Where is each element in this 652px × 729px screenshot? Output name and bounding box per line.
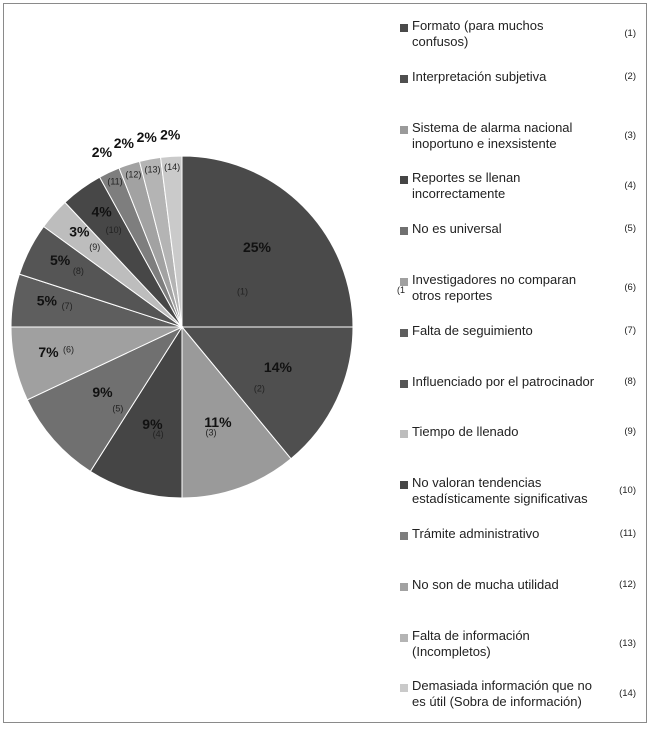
pie-slice-pct-14: 2% (160, 126, 181, 143)
legend-number: (5) (624, 223, 636, 235)
pie-slice-pct-11: 2% (91, 143, 113, 160)
legend-item-1 (400, 18, 644, 62)
legend-item-12 (400, 577, 644, 621)
legend-number: (1) (624, 28, 636, 39)
pie-slice-number-3: (3) (205, 427, 217, 438)
pie-slice-pct-5: 9% (92, 384, 113, 401)
legend-item-14 (400, 678, 644, 722)
pie-slice-pct-12: 2% (113, 135, 134, 152)
legend-label: Trámite administrativo (412, 526, 540, 541)
stray-label: (1 (397, 285, 406, 295)
legend-number: (9) (624, 426, 636, 438)
legend-item-6 (400, 272, 644, 316)
legend-label: Demasiada información que no es útil (Sobra de información) (412, 678, 592, 710)
chart-frame (3, 3, 647, 723)
legend-number: (12) (619, 578, 636, 590)
legend-number: (3) (624, 129, 636, 141)
legend-swatch (400, 684, 408, 692)
pie-slice-number-11: (11) (107, 176, 123, 187)
pie-slice-number-2: (2) (253, 383, 265, 394)
legend-item-3 (400, 120, 644, 164)
pie-slice-pct-7: 5% (36, 292, 58, 309)
legend-swatch (400, 329, 408, 337)
legend-swatch (400, 75, 408, 83)
pie-slice-pct-13: 2% (136, 129, 157, 146)
pie-slice-number-13: (13) (144, 164, 161, 175)
legend-label: Influenciado por el patrocinador (412, 373, 595, 389)
pie-slice-pct-4: 9% (142, 415, 163, 432)
pie-slice-number-4: (4) (152, 429, 164, 440)
pie-slice-number-10: (10) (105, 224, 122, 235)
legend-swatch (400, 176, 408, 184)
legend-label: No es universal (412, 221, 502, 237)
legend-label: Interpretación subjetiva (412, 68, 547, 84)
legend-number: (13) (619, 637, 636, 649)
legend-item-7 (400, 323, 644, 367)
legend-label: Reportes se llenan incorrectamente (412, 170, 521, 202)
legend-label: Formato (para muchos confusos) (412, 18, 544, 49)
pie-slice-pct-1: 25% (242, 239, 271, 256)
legend-item-11 (400, 526, 644, 570)
legend-item-10 (400, 475, 644, 519)
legend-label: No valoran tendencias estadísticamente significativas (412, 475, 588, 507)
pie-slice-pct-9: 3% (69, 223, 90, 240)
legend-swatch (400, 583, 408, 591)
pie-slice-number-12: (12) (125, 169, 142, 180)
legend-number: (10) (619, 485, 636, 497)
legend-number: (2) (624, 70, 636, 82)
legend-number: (6) (624, 282, 636, 293)
pie-slice-number-6: (6) (63, 344, 75, 355)
pie-slice-pct-2: 14% (263, 359, 292, 376)
pie-slice-number-14: (14) (164, 161, 181, 172)
pie-slice-number-9: (9) (89, 242, 101, 253)
pie-chart (4, 4, 396, 720)
legend-item-2 (400, 69, 644, 113)
legend-swatch (400, 532, 408, 540)
legend-number: (11) (619, 528, 636, 539)
legend-number: (4) (624, 180, 636, 192)
legend-number: (14) (619, 688, 636, 700)
legend-label: No son de mucha utilidad (412, 576, 559, 592)
pie-slice-number-8: (8) (72, 266, 84, 277)
legend-swatch (400, 481, 408, 489)
pie-slice-pct-8: 5% (49, 251, 71, 268)
pie-slice-number-7: (7) (61, 300, 73, 311)
pie-slice-number-5: (5) (112, 403, 124, 414)
legend-item-13 (400, 628, 644, 672)
pie-slice-pct-6: 7% (38, 343, 59, 360)
legend-swatch (400, 227, 408, 235)
pie-slice-number-1: (1) (236, 286, 248, 297)
legend-label: Falta de seguimiento (412, 322, 533, 338)
pie-slice-pct-3: 11% (204, 413, 232, 430)
pie-slice-pct-10: 4% (91, 203, 112, 220)
legend-label: Sistema de alarma nacional inoportuno e inexsistente (412, 119, 573, 151)
legend-number: (8) (624, 375, 636, 387)
legend-swatch (400, 24, 408, 32)
legend-item-4 (400, 170, 644, 214)
legend-label: Tiempo de llenado (412, 424, 519, 440)
legend-swatch (400, 126, 408, 134)
legend-item-5 (400, 221, 644, 265)
legend-number: (7) (624, 324, 636, 336)
legend-swatch (400, 380, 408, 388)
legend-swatch (400, 634, 408, 642)
legend-label: Falta de información (Incompletos) (412, 627, 530, 659)
legend-swatch (400, 430, 408, 438)
legend-item-9 (400, 424, 644, 468)
legend-item-8 (400, 374, 644, 418)
legend-label: Investigadores no comparan otros reportes (412, 272, 577, 303)
